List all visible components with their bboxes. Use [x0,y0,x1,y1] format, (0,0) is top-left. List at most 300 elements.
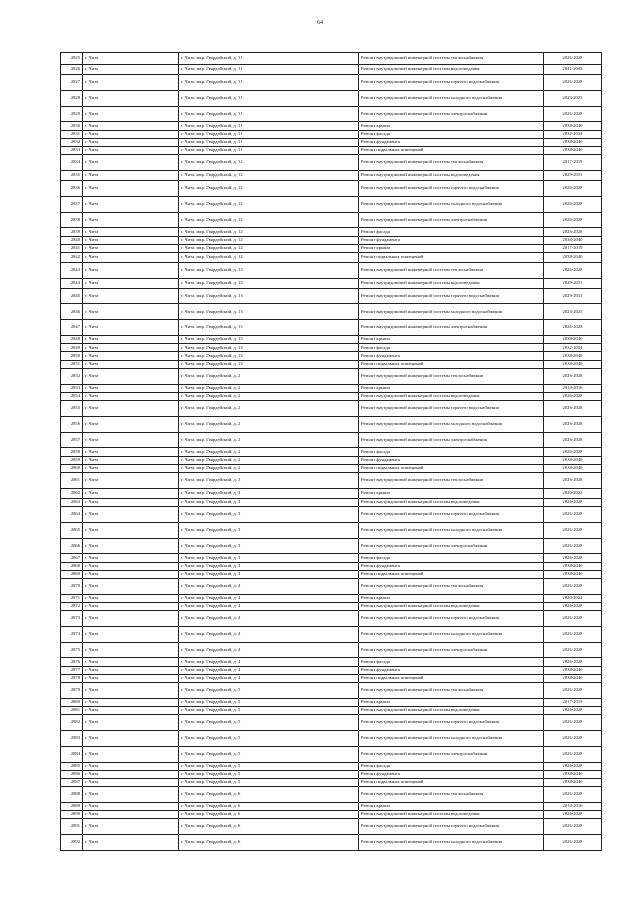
address-cell: г. Чита, мкр. Гвардейский, д. 3 [179,554,359,562]
row-number-cell: 2840 [61,236,83,244]
period-cell: 2038-2040 [544,146,602,154]
period-cell: 2026-2028 [544,602,602,610]
work-type-cell: Ремонт крыши [359,122,544,130]
row-number-cell: 2864 [61,506,83,522]
row-number-cell: 2879 [61,683,83,699]
city-cell: г. Чита [83,288,179,304]
address-cell: г. Чита, мкр. Гвардейский, д. 5 [179,698,359,706]
city-cell: г. Чита [83,522,179,538]
work-type-cell: Ремонт внутридомовой инженерной системы теплоснабжения [359,368,544,384]
row-number-cell: 2833 [61,146,83,154]
work-type-cell: Ремонт фундамента [359,562,544,570]
row-number-cell: 2865 [61,522,83,538]
city-cell: г. Чита [83,472,179,488]
address-cell: г. Чита, мкр. Гвардейский, д. 2 [179,368,359,384]
period-cell: 2026-2028 [544,658,602,666]
work-type-cell: Ремонт фасада [359,344,544,352]
work-type-cell: Ремонт крыши [359,336,544,344]
address-cell: г. Чита, мкр. Гвардейский, д. 3 [179,522,359,538]
city-cell: г. Чита [83,498,179,506]
period-cell: 2029-2031 [544,170,602,180]
city-cell: г. Чита [83,155,179,171]
city-cell: г. Чита [83,180,179,196]
work-type-cell: Ремонт фасада [359,658,544,666]
work-type-cell: Ремонт фундамента [359,352,544,360]
address-cell: г. Чита, мкр. Гвардейский, д. 12 [179,212,359,228]
work-type-cell: Ремонт внутридомовой инженерной системы водоотведения [359,65,544,75]
work-type-cell: Ремонт подвальных помещений [359,146,544,154]
city-cell: г. Чита [83,384,179,392]
work-type-cell: Ремонт фундамента [359,138,544,146]
work-type-cell: Ремонт внутридомовой инженерной системы водоотведения [359,498,544,506]
address-cell: г. Чита, мкр. Гвардейский, д. 12 [179,180,359,196]
city-cell: г. Чита [83,674,179,682]
city-cell: г. Чита [83,554,179,562]
city-cell: г. Чита [83,456,179,464]
row-number-cell: 2886 [61,770,83,778]
table-row [61,401,602,417]
table-row [61,611,602,627]
row-number-cell: 2854 [61,392,83,400]
period-cell: 2038-2040 [544,570,602,578]
address-cell: г. Чита, мкр. Гвардейский, д. 4 [179,674,359,682]
period-cell: 2026-2028 [544,53,602,65]
page-number: 64 [317,20,323,26]
row-number-cell: 2845 [61,288,83,304]
table-row [61,53,602,65]
period-cell: 2032-2034 [544,130,602,138]
row-number-cell: 2873 [61,611,83,627]
address-cell: г. Чита, мкр. Гвардейский, д. 11 [179,146,359,154]
table-row [61,392,602,400]
row-number-cell: 2849 [61,344,83,352]
address-cell: г. Чита, мкр. Гвардейский, д. 2 [179,448,359,456]
row-number-cell: 2853 [61,384,83,392]
period-cell: 2026-2028 [544,106,602,122]
work-type-cell: Ремонт внутридомовой инженерной системы холодного водоснабжения [359,196,544,212]
period-cell: 2038-2040 [544,336,602,344]
table-row [61,570,602,578]
row-number-cell: 2887 [61,778,83,786]
period-cell: 2026-2028 [544,683,602,699]
table-row [61,278,602,288]
work-type-cell: Ремонт внутридомовой инженерной системы водоотведения [359,707,544,715]
address-cell: г. Чита, мкр. Гвардейский, д. 13 [179,278,359,288]
city-cell: г. Чита [83,138,179,146]
city-cell: г. Чита [83,146,179,154]
row-number-cell: 2838 [61,212,83,228]
row-number-cell: 2889 [61,802,83,810]
work-type-cell: Ремонт внутридомовой инженерной системы теплоснабжения [359,787,544,803]
city-cell: г. Чита [83,506,179,522]
period-cell: 2026-2028 [544,626,602,642]
city-cell: г. Чита [83,570,179,578]
address-cell: г. Чита, мкр. Гвардейский, д. 11 [179,130,359,138]
period-cell: 2029-2031 [544,288,602,304]
table-row [61,835,602,851]
row-number-cell: 2825 [61,53,83,65]
city-cell: г. Чита [83,835,179,851]
address-cell: г. Чита, мкр. Гвардейский, д. 12 [179,170,359,180]
work-type-cell: Ремонт внутридомовой инженерной системы холодного водоснабжения [359,835,544,851]
table-row [61,236,602,244]
row-number-cell: 2866 [61,538,83,554]
work-type-cell: Ремонт подвальных помещений [359,464,544,472]
table-row [61,658,602,666]
work-type-cell: Ремонт внутридомовой инженерной системы теплоснабжения [359,262,544,278]
period-cell: 2026-2028 [544,819,602,835]
work-type-cell: Ремонт подвальных помещений [359,674,544,682]
city-cell: г. Чита [83,464,179,472]
row-number-cell: 2841 [61,244,83,252]
period-cell: 2017-2019 [544,698,602,706]
work-type-cell: Ремонт крыши [359,384,544,392]
address-cell: г. Чита, мкр. Гвардейский, д. 11 [179,65,359,75]
address-cell: г. Чита, мкр. Гвардейский, д. 5 [179,770,359,778]
city-cell: г. Чита [83,122,179,130]
table-row [61,472,602,488]
address-cell: г. Чита, мкр. Гвардейский, д. 13 [179,320,359,336]
city-cell: г. Чита [83,683,179,699]
address-cell: г. Чита, мкр. Гвардейский, д. 4 [179,642,359,658]
address-cell: г. Чита, мкр. Гвардейский, д. 2 [179,392,359,400]
period-cell: 2026-2028 [544,472,602,488]
table-row [61,787,602,803]
table-row [61,626,602,642]
table-row [61,578,602,594]
city-cell: г. Чита [83,278,179,288]
table-row [61,228,602,236]
city-cell: г. Чита [83,594,179,602]
city-cell: г. Чита [83,53,179,65]
address-cell: г. Чита, мкр. Гвардейский, д. 11 [179,53,359,65]
work-type-cell: Ремонт крыши [359,594,544,602]
table-row [61,456,602,464]
work-type-cell: Ремонт подвальных помещений [359,570,544,578]
table-row [61,304,602,320]
city-cell: г. Чита [83,352,179,360]
work-type-cell: Ремонт внутридомовой инженерной системы горячего водоснабжения [359,401,544,417]
work-type-cell: Ремонт внутридомовой инженерной системы горячего водоснабжения [359,180,544,196]
city-cell: г. Чита [83,602,179,610]
row-number-cell: 2846 [61,304,83,320]
address-cell: г. Чита, мкр. Гвардейский, д. 13 [179,352,359,360]
table-row [61,698,602,706]
period-cell: 2038-2040 [544,778,602,786]
address-cell: г. Чита, мкр. Гвардейский, д. 13 [179,344,359,352]
period-cell: 2038-2040 [544,666,602,674]
work-type-cell: Ремонт фасада [359,762,544,770]
work-type-cell: Ремонт подвальных помещений [359,360,544,368]
work-type-cell: Ремонт внутридомовой инженерной системы горячего водоснабжения [359,715,544,731]
table-row [61,106,602,122]
city-cell: г. Чита [83,130,179,138]
city-cell: г. Чита [83,811,179,819]
address-cell: г. Чита, мкр. Гвардейский, д. 3 [179,488,359,498]
row-number-cell: 2871 [61,594,83,602]
table-row [61,65,602,75]
row-number-cell: 2884 [61,746,83,762]
period-cell: 2026-2028 [544,506,602,522]
table-row [61,432,602,448]
work-type-cell: Ремонт внутридомовой инженерной системы горячего водоснабжения [359,611,544,627]
period-cell: 2014-2016 [544,802,602,810]
city-cell: г. Чита [83,212,179,228]
row-number-cell: 2867 [61,554,83,562]
address-cell: г. Чита, мкр. Гвардейский, д. 12 [179,244,359,252]
period-cell: 2014-2016 [544,384,602,392]
period-cell: 2026-2028 [544,75,602,91]
period-cell: 2026-2028 [544,180,602,196]
row-number-cell: 2862 [61,488,83,498]
work-type-cell: Ремонт внутридомовой инженерной системы горячего водоснабжения [359,288,544,304]
table-row [61,448,602,456]
row-number-cell: 2857 [61,432,83,448]
work-type-cell: Ремонт крыши [359,244,544,252]
table-row [61,360,602,368]
work-type-cell: Ремонт внутридомовой инженерной системы холодного водоснабжения [359,730,544,746]
period-cell: 2038-2040 [544,236,602,244]
work-type-cell: Ремонт внутридомовой инженерной системы холодного водоснабжения [359,626,544,642]
period-cell: 2026-2028 [544,228,602,236]
period-cell: 2026-2028 [544,707,602,715]
table-row [61,683,602,699]
row-number-cell: 2842 [61,252,83,262]
address-cell: г. Чита, мкр. Гвардейский, д. 11 [179,90,359,106]
row-number-cell: 2875 [61,642,83,658]
city-cell: г. Чита [83,715,179,731]
address-cell: г. Чита, мкр. Гвардейский, д. 13 [179,288,359,304]
period-cell: 2026-2028 [544,392,602,400]
table-row [61,146,602,154]
row-number-cell: 2835 [61,170,83,180]
city-cell: г. Чита [83,228,179,236]
row-number-cell: 2872 [61,602,83,610]
address-cell: г. Чита, мкр. Гвардейский, д. 2 [179,401,359,417]
address-cell: г. Чита, мкр. Гвардейский, д. 6 [179,787,359,803]
work-type-cell: Ремонт внутридомовой инженерной системы водоотведения [359,602,544,610]
address-cell: г. Чита, мкр. Гвардейский, д. 4 [179,626,359,642]
period-cell: 2026-2028 [544,578,602,594]
work-type-cell: Ремонт внутридомовой инженерной системы холодного водоснабжения [359,416,544,432]
work-type-cell: Ремонт внутридомовой инженерной системы теплоснабжения [359,472,544,488]
table-row [61,707,602,715]
period-cell: 2038-2040 [544,122,602,130]
city-cell: г. Чита [83,666,179,674]
work-type-cell: Ремонт внутридомовой инженерной системы электроснабжения [359,538,544,554]
address-cell: г. Чита, мкр. Гвардейский, д. 6 [179,802,359,810]
period-cell: 2026-2028 [544,811,602,819]
address-cell: г. Чита, мкр. Гвардейский, д. 12 [179,236,359,244]
table-row [61,288,602,304]
row-number-cell: 2848 [61,336,83,344]
work-type-cell: Ремонт фундамента [359,666,544,674]
period-cell: 2038-2040 [544,770,602,778]
work-type-cell: Ремонт внутридомовой инженерной системы водоотведения [359,170,544,180]
address-cell: г. Чита, мкр. Гвардейский, д. 2 [179,384,359,392]
city-cell: г. Чита [83,770,179,778]
table-row [61,155,602,171]
table-row [61,762,602,770]
table-row [61,746,602,762]
row-number-cell: 2869 [61,570,83,578]
table-row [61,138,602,146]
work-type-cell: Ремонт внутридомовой инженерной системы водоотведения [359,278,544,288]
work-type-cell: Ремонт внутридомовой инженерной системы электроснабжения [359,212,544,228]
period-cell: 2017-2019 [544,244,602,252]
period-cell: 2041-2043 [544,65,602,75]
city-cell: г. Чита [83,707,179,715]
period-cell: 2038-2040 [544,464,602,472]
address-cell: г. Чита, мкр. Гвардейский, д. 12 [179,252,359,262]
table-row [61,562,602,570]
period-cell: 2017-2019 [544,155,602,171]
row-number-cell: 2826 [61,65,83,75]
work-type-cell: Ремонт фасада [359,554,544,562]
city-cell: г. Чита [83,368,179,384]
period-cell: 2023-2025 [544,90,602,106]
work-type-cell: Ремонт внутридомовой инженерной системы электроснабжения [359,642,544,658]
city-cell: г. Чита [83,802,179,810]
address-cell: г. Чита, мкр. Гвардейский, д. 11 [179,122,359,130]
period-cell: 2038-2040 [544,252,602,262]
row-number-cell: 2836 [61,180,83,196]
row-number-cell: 2844 [61,278,83,288]
period-cell: 2026-2028 [544,212,602,228]
period-cell: 2026-2028 [544,611,602,627]
row-number-cell: 2829 [61,106,83,122]
table-row [61,368,602,384]
address-cell: г. Чита, мкр. Гвардейский, д. 12 [179,196,359,212]
work-type-cell: Ремонт внутридомовой инженерной системы холодного водоснабжения [359,90,544,106]
work-type-cell: Ремонт внутридомовой инженерной системы электроснабжения [359,320,544,336]
address-cell: г. Чита, мкр. Гвардейский, д. 11 [179,138,359,146]
address-cell: г. Чита, мкр. Гвардейский, д. 13 [179,262,359,278]
work-type-cell: Ремонт внутридомовой инженерной системы электроснабжения [359,106,544,122]
city-cell: г. Чита [83,642,179,658]
period-cell: 2020-2022 [544,488,602,498]
table-row [61,180,602,196]
row-number-cell: 2860 [61,464,83,472]
table-row [61,506,602,522]
city-cell: г. Чита [83,787,179,803]
row-number-cell: 2850 [61,352,83,360]
table-row [61,594,602,602]
city-cell: г. Чита [83,730,179,746]
table-row [61,538,602,554]
address-cell: г. Чита, мкр. Гвардейский, д. 3 [179,570,359,578]
work-type-cell: Ремонт внутридомовой инженерной системы теплоснабжения [359,683,544,699]
row-number-cell: 2881 [61,707,83,715]
city-cell: г. Чита [83,562,179,570]
period-cell: 2026-2028 [544,522,602,538]
work-type-cell: Ремонт внутридомовой инженерной системы теплоснабжения [359,578,544,594]
row-number-cell: 2863 [61,498,83,506]
city-cell: г. Чита [83,611,179,627]
table-row [61,811,602,819]
period-cell: 2038-2040 [544,562,602,570]
period-cell: 2026-2028 [544,432,602,448]
address-cell: г. Чита, мкр. Гвардейский, д. 11 [179,106,359,122]
address-cell: г. Чита, мкр. Гвардейский, д. 2 [179,432,359,448]
address-cell: г. Чита, мкр. Гвардейский, д. 12 [179,155,359,171]
address-cell: г. Чита, мкр. Гвардейский, д. 5 [179,683,359,699]
city-cell: г. Чита [83,432,179,448]
row-number-cell: 2839 [61,228,83,236]
period-cell: 2020-2022 [544,594,602,602]
table-row [61,252,602,262]
address-cell: г. Чита, мкр. Гвардейский, д. 5 [179,707,359,715]
row-number-cell: 2882 [61,715,83,731]
table-row [61,170,602,180]
work-type-cell: Ремонт внутридомовой инженерной системы горячего водоснабжения [359,819,544,835]
table-row [61,416,602,432]
city-cell: г. Чита [83,304,179,320]
city-cell: г. Чита [83,170,179,180]
city-cell: г. Чита [83,344,179,352]
row-number-cell: 2880 [61,698,83,706]
period-cell: 2026-2028 [544,401,602,417]
address-cell: г. Чита, мкр. Гвардейский, д. 5 [179,730,359,746]
city-cell: г. Чита [83,778,179,786]
table-row [61,352,602,360]
city-cell: г. Чита [83,819,179,835]
table-row [61,554,602,562]
address-cell: г. Чита, мкр. Гвардейский, д. 13 [179,336,359,344]
table-row [61,674,602,682]
city-cell: г. Чита [83,106,179,122]
table-row [61,602,602,610]
address-cell: г. Чита, мкр. Гвардейский, д. 5 [179,746,359,762]
row-number-cell: 2855 [61,401,83,417]
row-number-cell: 2827 [61,75,83,91]
city-cell: г. Чита [83,252,179,262]
address-cell: г. Чита, мкр. Гвардейский, д. 6 [179,819,359,835]
row-number-cell: 2890 [61,811,83,819]
city-cell: г. Чита [83,626,179,642]
city-cell: г. Чита [83,392,179,400]
work-type-cell: Ремонт фундамента [359,456,544,464]
table-row [61,212,602,228]
address-cell: г. Чита, мкр. Гвардейский, д. 13 [179,360,359,368]
table-row [61,130,602,138]
city-cell: г. Чита [83,762,179,770]
address-cell: г. Чита, мкр. Гвардейский, д. 6 [179,835,359,851]
table-row [61,196,602,212]
period-cell: 2038-2040 [544,360,602,368]
city-cell: г. Чита [83,360,179,368]
row-number-cell: 2851 [61,360,83,368]
row-number-cell: 2891 [61,819,83,835]
row-number-cell: 2892 [61,835,83,851]
work-type-cell: Ремонт фасада [359,448,544,456]
work-type-cell: Ремонт внутридомовой инженерной системы холодного водоснабжения [359,522,544,538]
row-number-cell: 2874 [61,626,83,642]
city-cell: г. Чита [83,320,179,336]
city-cell: г. Чита [83,746,179,762]
row-number-cell: 2828 [61,90,83,106]
row-number-cell: 2861 [61,472,83,488]
row-number-cell: 2858 [61,448,83,456]
period-cell: 2026-2028 [544,448,602,456]
address-cell: г. Чита, мкр. Гвардейский, д. 2 [179,416,359,432]
period-cell: 2026-2028 [544,746,602,762]
period-cell: 2026-2028 [544,715,602,731]
city-cell: г. Чита [83,336,179,344]
address-cell: г. Чита, мкр. Гвардейский, д. 3 [179,506,359,522]
row-number-cell: 2878 [61,674,83,682]
table-row [61,320,602,336]
